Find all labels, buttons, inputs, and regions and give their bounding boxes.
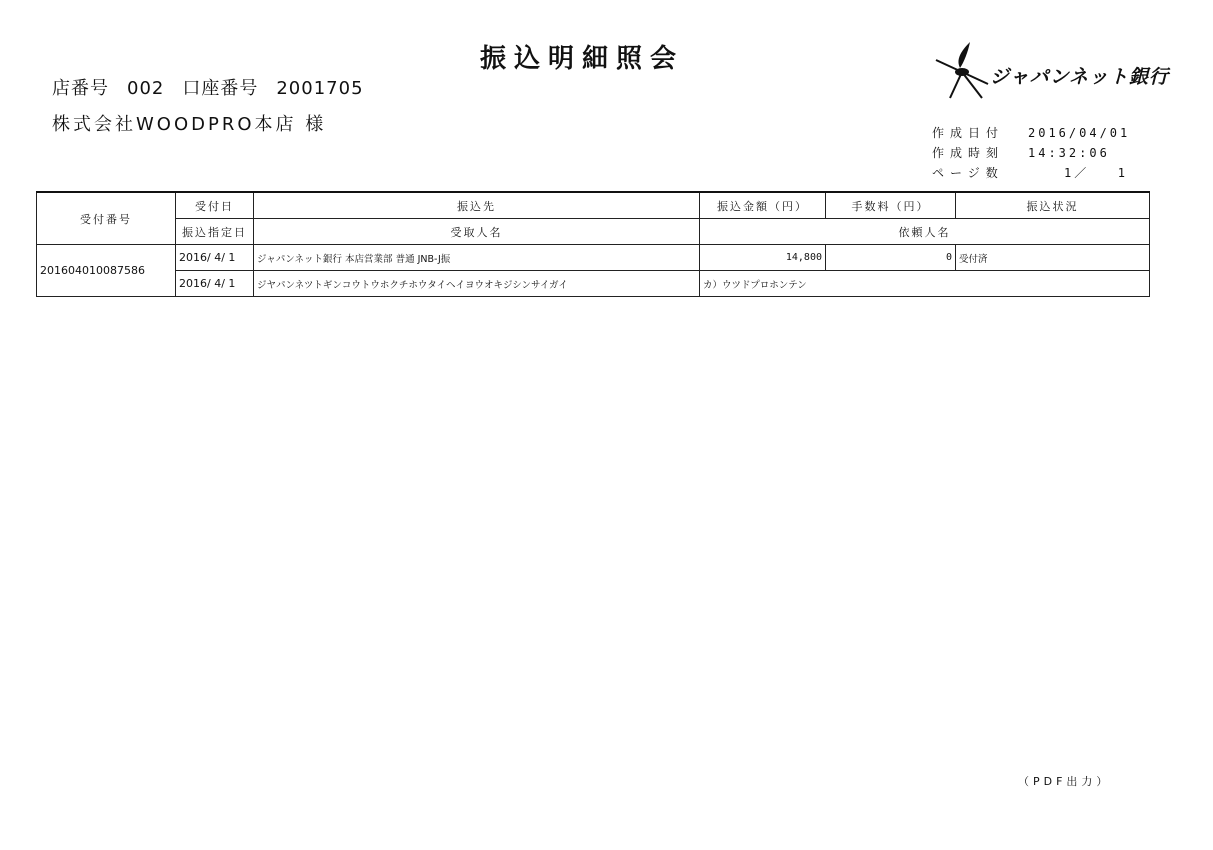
- bank-logo-text: ジャパンネット銀行: [990, 66, 1170, 88]
- header-transfer-to: 振込先: [254, 192, 700, 219]
- created-time-label: 作成時刻: [932, 146, 1005, 160]
- transfer-table: [36, 191, 1150, 297]
- transfer-destination: ジャパンネット銀行 本店営業部 普通 JNB-J振: [254, 245, 700, 271]
- header-fee: 手数料（円）: [826, 192, 956, 219]
- account-number: 2001705: [276, 78, 364, 99]
- table-row: [37, 245, 1150, 271]
- created-date-row: [932, 123, 1130, 143]
- page-current: 1／: [1064, 166, 1090, 180]
- recipient-name: ジヤパンネツトギンコウトウホクチホウタイヘイヨウオキジシンサイガイ: [254, 271, 700, 297]
- header-row-1: [37, 192, 1150, 219]
- header-status: 振込状況: [956, 192, 1150, 219]
- receipt-date: 2016/ 4/ 1: [176, 245, 254, 271]
- page-count-row: [932, 163, 1130, 183]
- created-date: 2016/04/01: [1028, 126, 1131, 140]
- header-requester-name: 依頼人名: [700, 219, 1150, 245]
- page-title: 振込明細照会: [480, 44, 685, 74]
- header-amount: 振込金額（円）: [700, 192, 826, 219]
- report-meta: [932, 123, 1130, 183]
- created-date-label: 作成日付: [932, 126, 1005, 140]
- table-row: [37, 271, 1150, 297]
- transfer-fee: 0: [826, 245, 956, 271]
- designated-date: 2016/ 4/ 1: [176, 271, 254, 297]
- created-time: 14:32:06: [1028, 146, 1110, 160]
- header-row-2: [37, 219, 1150, 245]
- customer-name: 株式会社WOODPRO本店 様: [52, 114, 327, 135]
- pdf-output-label: （PDF出力）: [1018, 775, 1112, 788]
- branch-number: 002: [127, 78, 165, 99]
- page-count-label: ページ数: [932, 166, 1004, 180]
- header-designated-date: 振込指定日: [176, 219, 254, 245]
- receipt-number: 201604010087586: [37, 245, 176, 297]
- account-info: [52, 74, 382, 100]
- page-total: 1: [1117, 166, 1128, 180]
- branch-label: 店番号: [52, 78, 109, 99]
- header-receipt-no: 受付番号: [37, 192, 176, 245]
- requester-name: カ）ウツドプロホンテン: [700, 271, 1150, 297]
- created-time-row: [932, 143, 1130, 163]
- header-recipient-name: 受取人名: [254, 219, 700, 245]
- account-label: 口座番号: [182, 78, 259, 99]
- transfer-status: 受付済: [956, 245, 1150, 271]
- page-count: [1028, 163, 1128, 183]
- transfer-amount: 14,800: [700, 245, 826, 271]
- header-receipt-date: 受付日: [176, 192, 254, 219]
